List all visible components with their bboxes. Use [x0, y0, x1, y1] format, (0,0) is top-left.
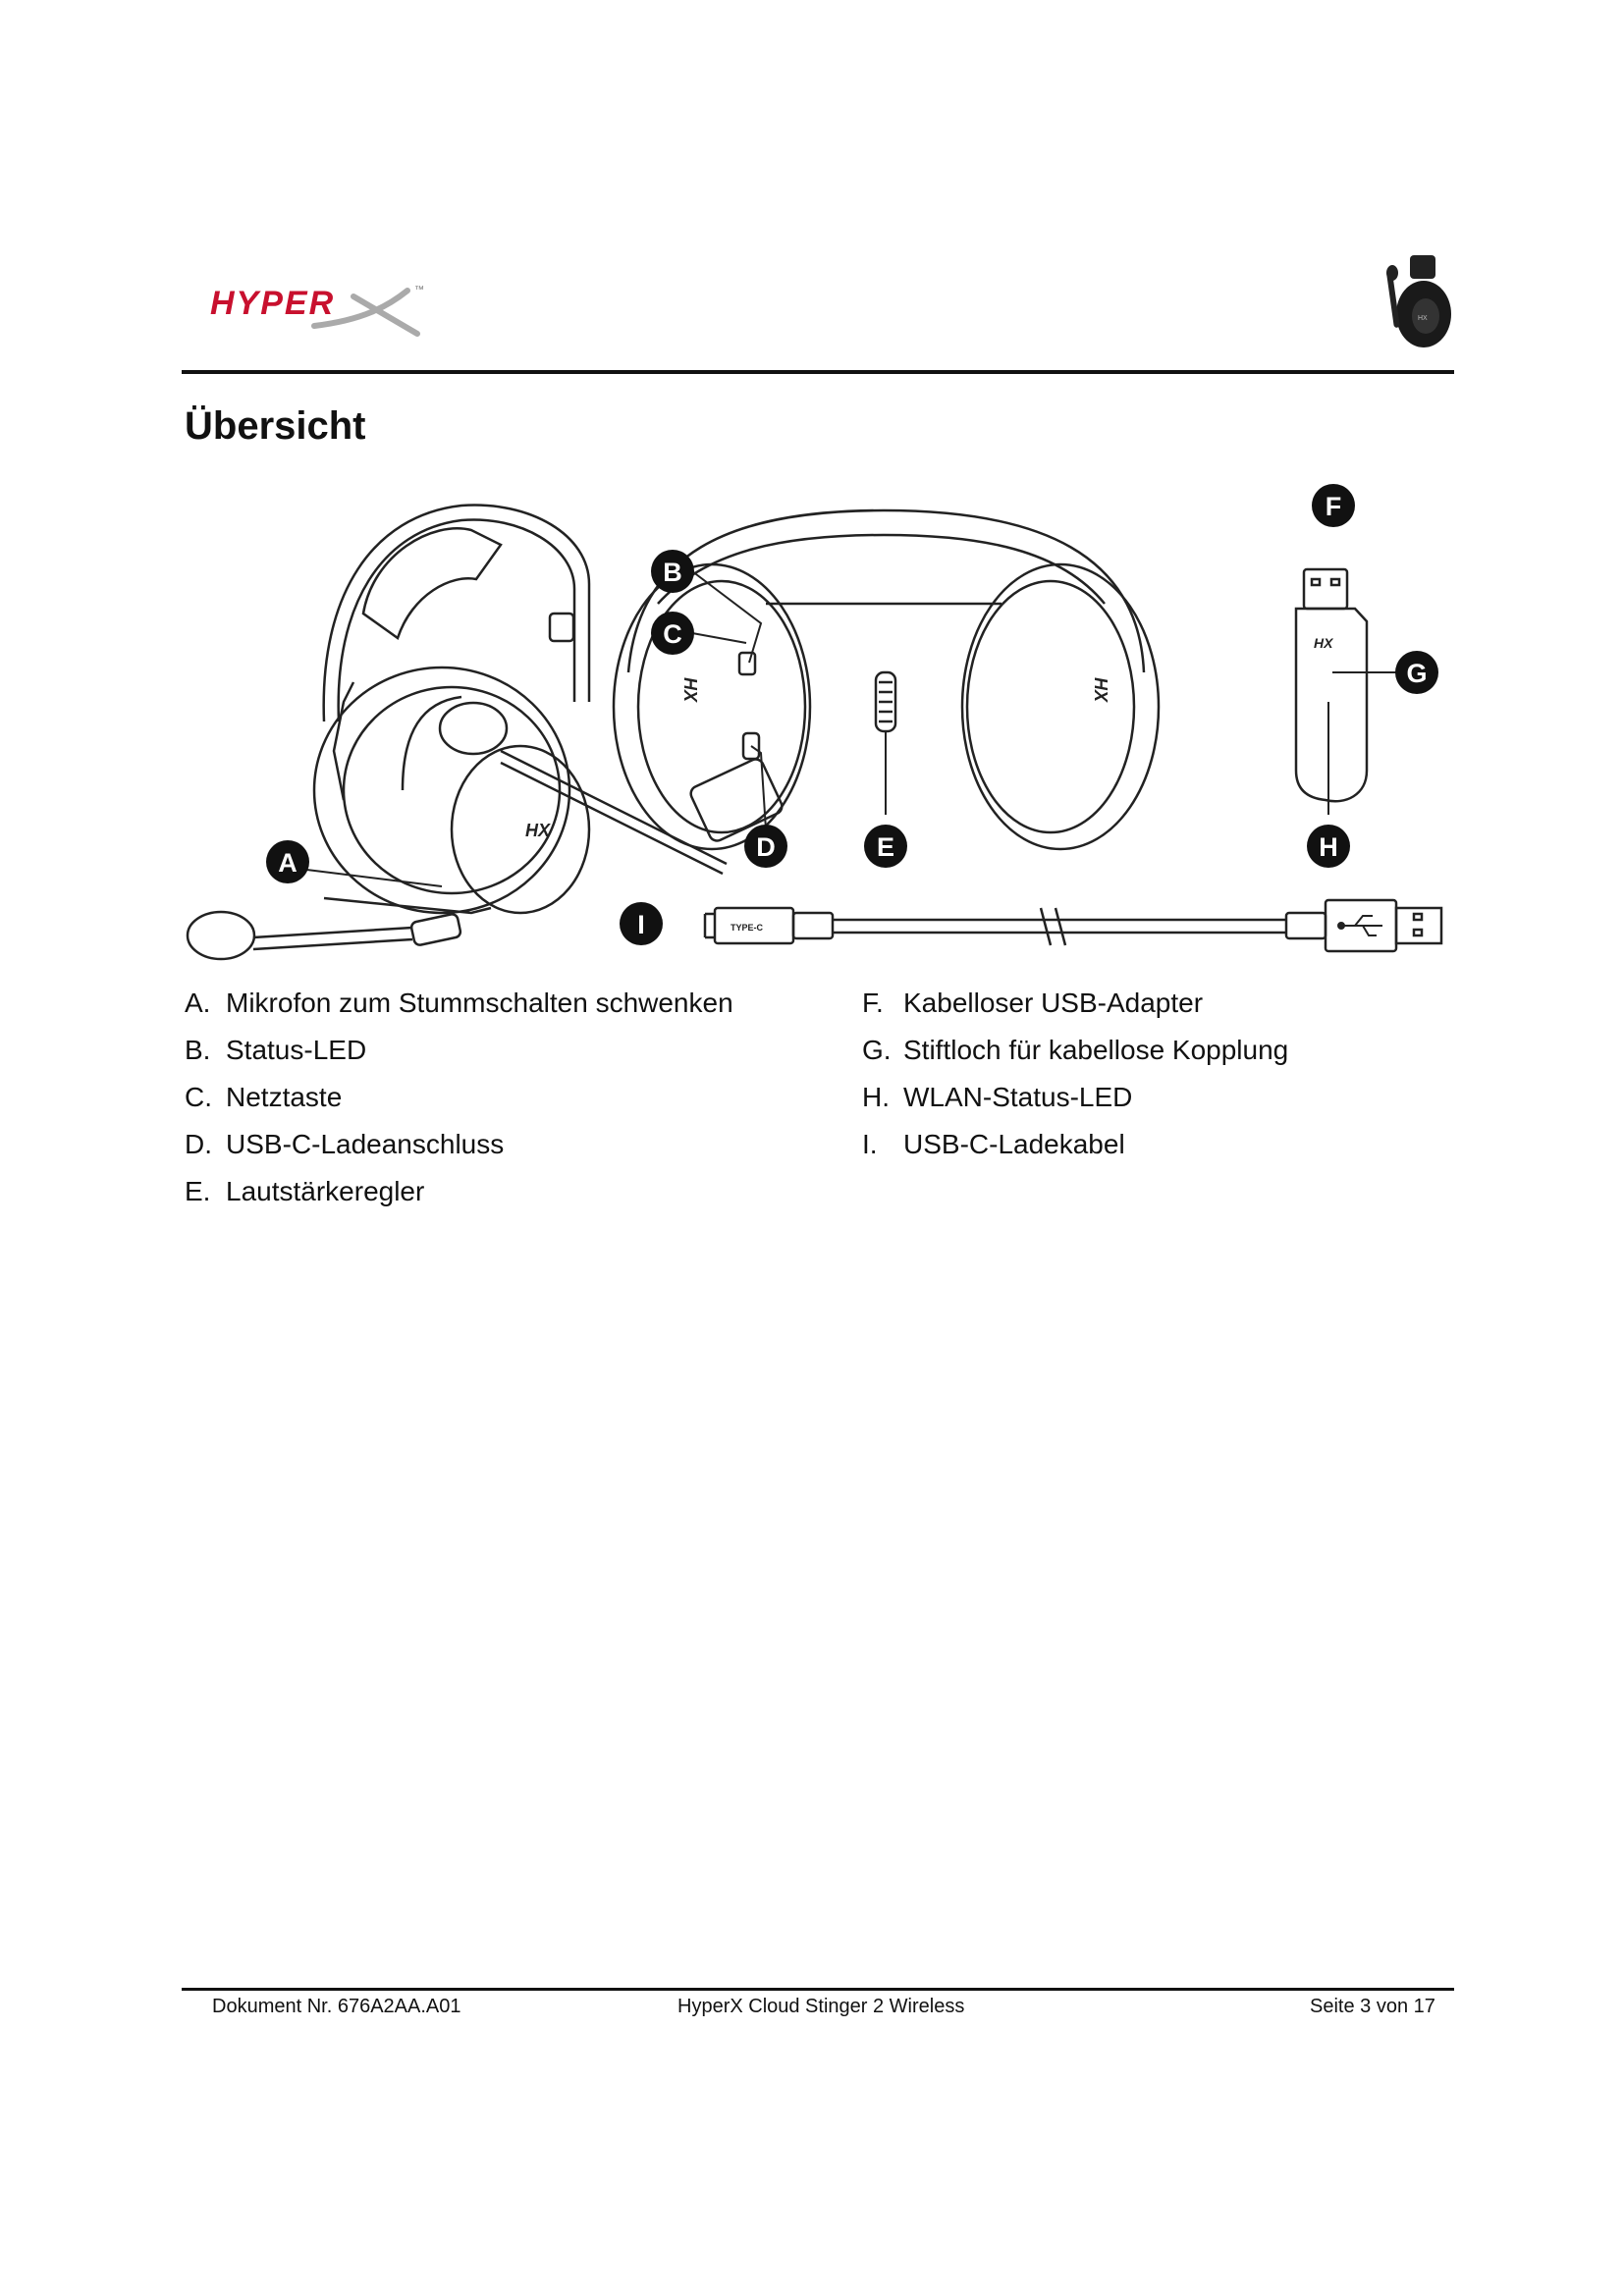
legend-item-a: A. Mikrofon zum Stummschalten schwenken	[185, 980, 793, 1027]
callout-d-letter: D	[756, 832, 776, 862]
legend-left-column	[185, 980, 793, 1215]
legend-item-c: C. Netztaste	[185, 1074, 793, 1121]
type-c-label: TYPE-C	[731, 923, 764, 933]
callout-badge-f	[1312, 484, 1355, 527]
usb-adapter	[1296, 569, 1367, 801]
product-overview-figure	[177, 476, 1463, 977]
legend-item-g: G. Stiftloch für kabellose Kopplung	[862, 1027, 1451, 1074]
legend-item-h-text: WLAN-Status-LED	[903, 1082, 1133, 1112]
callout-e-letter: E	[876, 832, 895, 862]
legend-item-i-text: USB-C-Ladekabel	[903, 1129, 1125, 1159]
headset-thumbnail-icon	[1384, 253, 1455, 363]
callout-badge-b	[651, 550, 694, 593]
callout-f-letter: F	[1325, 492, 1342, 521]
callout-i-letter: I	[637, 910, 645, 939]
footer-divider	[182, 1988, 1454, 1991]
footer-page-number: Seite 3 von 17	[1310, 1996, 1435, 2017]
callout-badge-e	[864, 825, 907, 868]
legend-item-g-text: Stiftloch für kabellose Kopplung	[903, 1035, 1289, 1065]
legend-right-column	[862, 980, 1451, 1168]
legend-item-f: F. Kabelloser USB-Adapter	[862, 980, 1451, 1027]
legend-item-e: E. Lautstärkeregler	[185, 1168, 793, 1215]
hyperx-logo	[206, 277, 432, 351]
earcup-logo-side: HX	[525, 821, 551, 840]
headset-side-view	[188, 506, 589, 959]
footer-product-name: HyperX Cloud Stinger 2 Wireless	[677, 1996, 965, 2017]
callout-badge-g	[1395, 651, 1438, 694]
headset-front-view	[440, 510, 1159, 874]
footer-document-number: Dokument Nr. 676A2AA.A01	[212, 1996, 461, 2017]
callout-badge-i	[620, 902, 663, 945]
usb-c-cable	[705, 900, 1441, 951]
page-title: Übersicht	[185, 404, 366, 448]
callout-badge-c	[651, 612, 694, 655]
legend-item-d-text: USB-C-Ladeanschluss	[226, 1129, 505, 1159]
legend-item-b: B. Status-LED	[185, 1027, 793, 1074]
legend-item-f-text: Kabelloser USB-Adapter	[903, 988, 1204, 1018]
usb-symbol-icon	[1338, 916, 1382, 935]
legend-item-d: D. USB-C-Ladeanschluss	[185, 1121, 793, 1168]
earcup-logo-front-right: HX	[1091, 677, 1110, 703]
callout-h-letter: H	[1319, 832, 1338, 862]
header-divider	[182, 370, 1454, 374]
callout-g-letter: G	[1406, 659, 1428, 688]
legend-item-c-text: Netztaste	[226, 1082, 343, 1112]
adapter-logo: HX	[1314, 635, 1333, 651]
svg-text:™: ™	[414, 285, 424, 295]
legend-item-h: H. WLAN-Status-LED	[862, 1074, 1451, 1121]
earcup-logo-front-left: HX	[680, 677, 700, 703]
svg-text:HX: HX	[1418, 315, 1428, 322]
callout-c-letter: C	[663, 619, 682, 649]
svg-text:HYPER: HYPER	[210, 285, 336, 322]
legend-item-e-text: Lautstärkeregler	[226, 1176, 425, 1206]
legend-item-i: I. USB-C-Ladekabel	[862, 1121, 1451, 1168]
callout-badge-h	[1307, 825, 1350, 868]
callout-a-letter: A	[278, 848, 298, 878]
legend-item-a-text: Mikrofon zum Stummschalten schwenken	[226, 988, 733, 1018]
callout-badge-d	[744, 825, 787, 868]
legend-item-b-text: Status-LED	[226, 1035, 367, 1065]
callout-badge-a	[266, 840, 309, 883]
callout-b-letter: B	[663, 558, 682, 587]
